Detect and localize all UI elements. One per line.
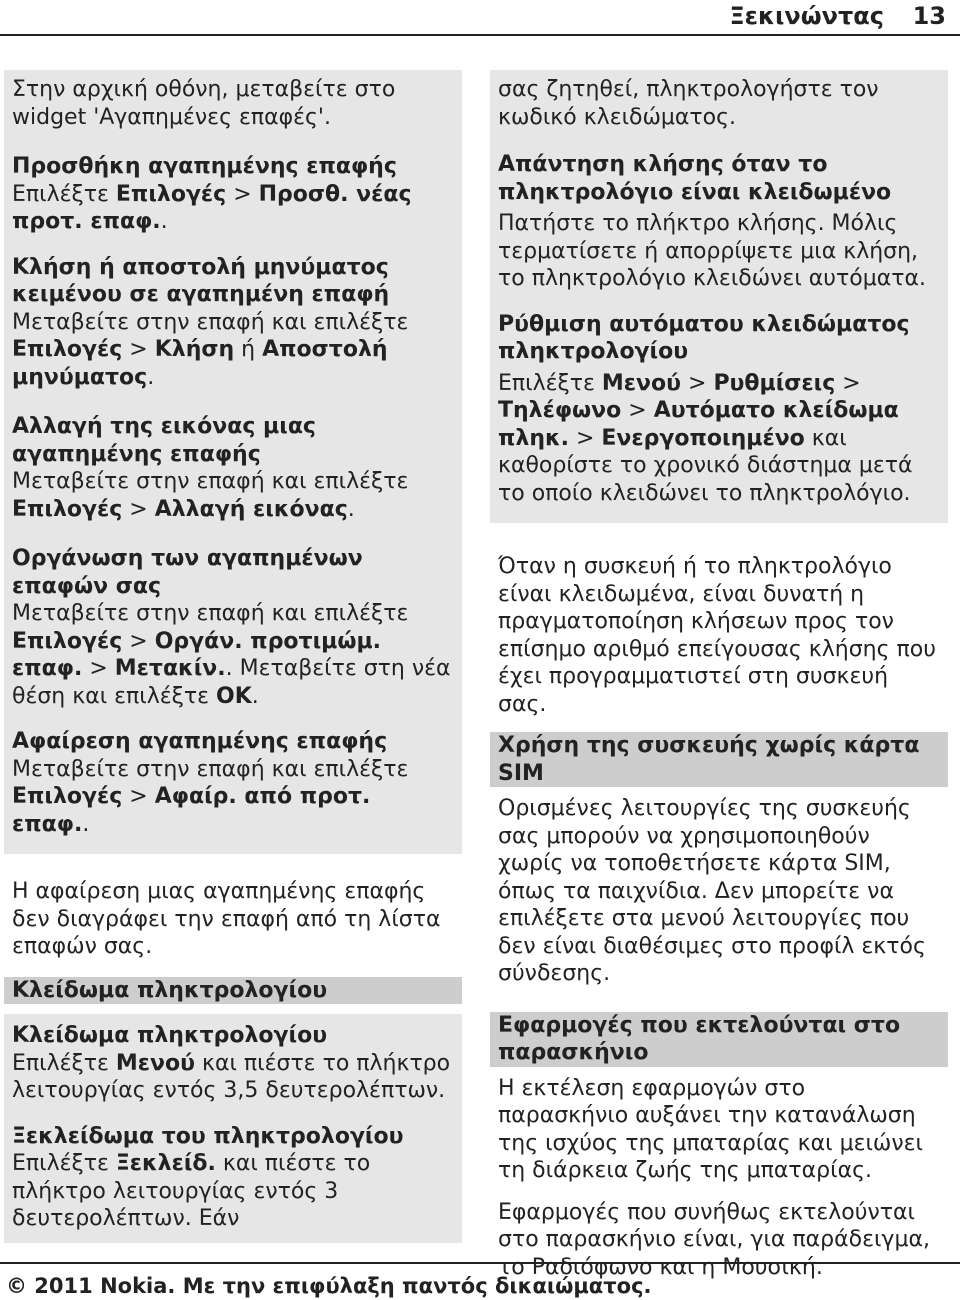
autolock-text (498, 366, 940, 518)
text-run: . (82, 811, 90, 837)
favorites-box (4, 70, 462, 854)
menu-options: Επιλογές (12, 628, 123, 654)
unlock-heading: Ξεκλείδωμα του πληκτρολογίου (12, 1123, 404, 1149)
text-run: Μεταβείτε στην επαφή και επιλέξτε (12, 756, 409, 782)
lock-heading: Κλείδωμα πληκτρολογίου (12, 1023, 328, 1048)
left-column (4, 70, 462, 1243)
answer-text: Πατήστε το πλήκτρο κλήσης. Μόλις τερματίσετε ή απορρίψετε μια κλήση, το πληκτρολόγιο κλειδώνει αυτόματα. (498, 211, 926, 291)
change-picture-heading: Αλλαγή της εικόνας μιας αγαπημένης επαφής (12, 414, 316, 467)
separator: > (122, 784, 155, 809)
call-favorite-text (12, 309, 454, 392)
page-number: 13 (912, 2, 946, 30)
menu-send-message: Αποστολή μηνύματος (12, 337, 388, 390)
intro-text: Στην αρχική οθόνη, μεταβείτε στο widget 'Αγαπημένες επαφές'. (12, 77, 396, 130)
keylock-box (4, 1014, 462, 1243)
text-run: Επιλέξτε (498, 370, 602, 396)
separator: > (226, 181, 259, 207)
menu-autolock: Αυτόματο κλείδωμα πληκ. (498, 398, 899, 451)
separator: > (681, 370, 714, 396)
note-block (4, 854, 462, 961)
text-run: και καθορίστε το χρονικό διάστημα μετά το οποίο κλειδώνει το πληκτρολόγιο. (498, 425, 913, 506)
separator: > (82, 656, 115, 681)
text-run: Επιλέξτε (12, 1151, 116, 1176)
text-run: Μεταβείτε στην επαφή και επιλέξτε (12, 601, 409, 626)
menu-settings: Ρυθμίσεις (713, 370, 836, 396)
remove-heading: Αφαίρεση αγαπημένης επαφής (12, 729, 388, 754)
menu-phone: Τηλέφωνο (498, 398, 622, 423)
separator: > (122, 496, 155, 522)
right-column (490, 70, 948, 1281)
separator: > (568, 425, 602, 451)
text-run: . (251, 683, 259, 709)
text-run: Επιλέξτε (12, 181, 116, 207)
add-favorite-text (12, 181, 454, 236)
background-text-1: Η εκτέλεση εφαρμογών στο παρασκήνιο αυξάνει την κατανάλωση της ισχύος της μπαταρίας και μειώνει τη διάρκεια ζωής της μπαταρίας. (498, 1075, 923, 1183)
menu-call: Κλήση (154, 337, 235, 362)
page-header (0, 0, 960, 36)
menu-on: Ενεργοποιημένο (601, 425, 805, 451)
menu-menu: Μενού (601, 370, 682, 396)
emergency-text: Όταν η συσκευή ή το πληκτρολόγιο είναι κλειδωμένα, είναι δυνατή η πραγματοποίηση κλήσεων προς τον επίσημο αριθμό επείγουσας κλήσης που έχει προγραμματιστεί στη συσκευή σας. (498, 554, 936, 717)
separator: > (835, 370, 861, 396)
menu-add-favorite: Προσθ. νέας προτ. επαφ. (12, 181, 412, 234)
organize-heading: Οργάνωση των αγαπημένων επαφών σας (12, 546, 363, 599)
menu-remove: Αφαίρ. από προτ. επαφ. (12, 784, 371, 837)
menu-options: Επιλογές (12, 337, 123, 362)
text-run: . (347, 496, 355, 522)
section-title: Ξεκινώντας (729, 2, 884, 30)
menu-options: Επιλογές (12, 784, 123, 809)
text-run: και πιέστε το πλήκτρο λειτουργίας εντός 3,5 δευτερολέπτων. (12, 1050, 451, 1103)
remove-note: Η αφαίρεση μιας αγαπημένης επαφής δεν διαγράφει την επαφή από τη λίστα επαφών σας. (12, 879, 441, 959)
text-run: Μεταβείτε στην επαφή και επιλέξτε (12, 469, 409, 494)
nosim-text: Ορισμένες λειτουργίες της συσκευής σας μπορούν να χρησιμοποιηθούν χωρίς να τοποθετήσετε κάρτα SIM, όπως τα παιχνίδια. Δεν μπορείτε να επιλέξετε στα μενού λειτουργίες που δεν είναι διαθέσιμες στο προφίλ εκτός σύνδεσης. (498, 796, 926, 986)
copyright-text: © 2011 Nokia. Με την επιφύλαξη παντός δικαιώματος. (6, 1274, 652, 1298)
text-run: ή (234, 337, 263, 362)
separator: > (122, 628, 155, 654)
unlock-text (12, 1150, 454, 1237)
menu-options: Επιλογές (115, 181, 227, 207)
menu-options: Επιλογές (12, 496, 123, 522)
keylock-cont-box (490, 70, 948, 523)
menu-unlock: Ξεκλείδ. (115, 1151, 216, 1176)
menu-ok: OK (216, 683, 252, 709)
add-favorite-heading: Προσθήκη αγαπημένης επαφής (12, 154, 397, 179)
text-run: . (147, 364, 155, 390)
lock-text (12, 1050, 454, 1105)
text-run: . Μεταβείτε στη νέα θέση και επιλέξτε (12, 656, 451, 709)
nosim-section-bar: Χρήση της συσκευής χωρίς κάρτα SIM (490, 732, 948, 787)
change-picture-text (12, 468, 454, 523)
menu-organize: Οργάν. προτιμώμ. επαφ. (12, 628, 382, 681)
keylock-section-bar: Κλείδωμα πληκτρολογίου (4, 977, 462, 1005)
page-footer (0, 1262, 960, 1298)
unlock-continued: σας ζητηθεί, πληκτρολογήστε τον κωδικό κλειδώματος. (498, 77, 879, 130)
menu-menu: Μενού (115, 1050, 196, 1076)
menu-move: Μετακίν. (114, 656, 226, 681)
answer-heading: Απάντηση κλήσης όταν το πληκτρολόγιο είναι κλειδωμένο (498, 152, 892, 205)
menu-change-picture: Αλλαγή εικόνας (154, 496, 348, 522)
background-section-bar: Εφαρμογές που εκτελούνται στο παρασκήνιο (490, 1012, 948, 1067)
organize-text (12, 600, 454, 710)
emergency-block (490, 523, 948, 718)
text-run: Επιλέξτε (12, 1050, 116, 1076)
separator: > (122, 337, 155, 362)
call-favorite-heading: Κλήση ή αποστολή μηνύματος κειμένου σε αγαπημένη επαφή (12, 254, 390, 307)
remove-text (12, 756, 454, 849)
autolock-heading: Ρύθμιση αυτόματου κλειδώματος πληκτρολογίου (498, 311, 910, 364)
background-block (490, 1067, 948, 1185)
separator: > (621, 398, 654, 423)
text-run: . (160, 209, 168, 234)
text-run: Μεταβείτε στην επαφή και επιλέξτε (12, 309, 409, 335)
nosim-block (490, 787, 948, 988)
text-run: και πιέστε το πλήκτρο λειτουργίας εντός 3 δευτερολέπτων. Εάν (12, 1151, 371, 1231)
background-text-2: Εφαρμογές που συνήθως εκτελούνται στο παρασκήνιο είναι, για παράδειγμα, το Ραδιόφωνο και η Μουσική. (498, 1199, 930, 1280)
